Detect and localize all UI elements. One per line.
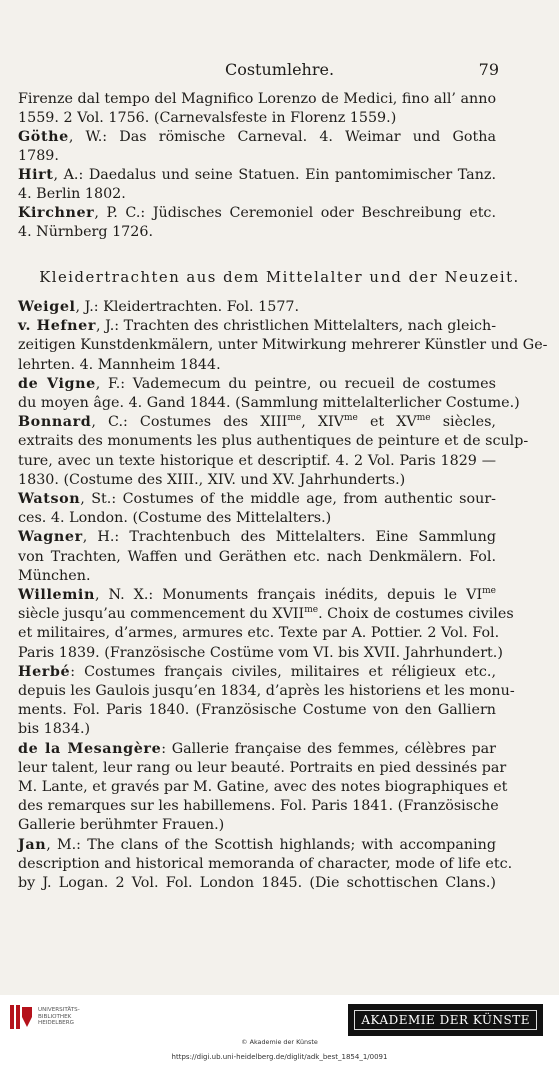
text-line: depuis les Gaulois jusqu’en 1834, d’après les historiens et les monu- [18, 683, 515, 699]
text-line: Hirt, A.: Daedalus und seine Statuen. Ein pantomimischer Tanz. [18, 167, 496, 183]
permalink-url[interactable]: https://digi.ub.uni-heidelberg.de/diglit/adk_best_1854_1/0091 [171, 1053, 388, 1061]
author-name: de Vigne [18, 375, 96, 392]
author-name: Göthe [18, 129, 69, 145]
text-line: Willemin, N. X.: Monuments français inédits, depuis le $VI^{me}$ [18, 586, 496, 603]
text-line: bis 1834.) [18, 721, 91, 738]
text-line: M. Lante, et gravés par M. Gatine, avec des notes biographiques et [18, 779, 508, 795]
copyright-line: © Akademie der Künste [241, 1038, 318, 1046]
text-line: v. Hefner, J.: Trachten des christlichen Mittelalters, nach gleich- [18, 318, 497, 335]
text-line: du moyen âge. 4. Gand 1844. (Sammlung mittelalterlicher Costume.) [18, 395, 520, 411]
text-line: Wagner, H.: Trachtenbuch des Mittelalters. Eine Sammlung [18, 529, 496, 546]
text-line: ments. Fol. Paris 1840. (Französische Costume von den Galliern [18, 702, 496, 719]
author-name: Wagner [18, 529, 83, 546]
author-name: Watson [18, 491, 81, 507]
text-line: de la Mesangère: Gallerie française des femmes, célèbres par [18, 740, 496, 757]
text-line: ces. 4. London. (Costume des Mittelalters.) [18, 510, 332, 527]
text-line: 1789. [18, 148, 59, 164]
text-line: 1559. 2 Vol. 1756. (Carnevalsfeste in Florenz 1559.) [18, 110, 397, 126]
author-name: de la Mesangère [18, 740, 162, 757]
author-name: Hirt [18, 167, 54, 183]
text-line: Watson, St.: Costumes of the middle age, from authentic sour- [18, 491, 496, 507]
author-name: Herbé [18, 663, 71, 680]
text-line: des remarques sur les habillemens. Fol. Paris 1841. (Französische [18, 798, 499, 815]
library-name: UNIVERSITÄTS- BIBLIOTHEK HEIDELBERG [38, 1007, 80, 1027]
page-number: 79 [478, 60, 499, 79]
text-line: 4. Berlin 1802. [18, 186, 126, 202]
author-name: Bonnard [18, 414, 92, 431]
running-title: Costumlehre. [224, 60, 335, 79]
author-name: Willemin [18, 587, 95, 603]
text-line: 4. Nürnberg 1726. [18, 224, 154, 240]
academy-badge[interactable] [348, 1004, 543, 1036]
text-line: Herbé: Costumes français civiles, militaires et réligieux etc., [18, 663, 496, 680]
text-line: de Vigne, F.: Vademecum du peintre, ou recueil de costumes [18, 375, 496, 392]
text-line: Jan, M.: The clans of the Scottish highlands; with accompaning [18, 836, 496, 853]
text-line: Göthe, W.: Das römische Carneval. 4. Weimar und Gotha [18, 129, 496, 145]
author-name: Kirchner [18, 205, 95, 221]
section-heading: Kleidertrachten aus dem Mittelalter und der Neuzeit. [39, 269, 520, 286]
text-line: zeitigen Kunstdenkmälern, unter Mitwirkung mehrerer Künstler und Ge- [18, 337, 548, 354]
text-line: Gallerie berühmter Frauen.) [18, 817, 225, 834]
academy-label: AKADEMIE DER KÜNSTE [354, 1010, 537, 1030]
library-logo[interactable] [8, 1003, 80, 1031]
text-line: 1830. (Costume des XIII., XIV. und XV. Jahrhunderts.) [18, 471, 406, 488]
library-crest-icon [8, 1003, 34, 1031]
text-line: von Trachten, Waffen und Geräthen etc. nach Denkmälern. Fol. [18, 548, 496, 565]
text-line: lehrten. 4. Mannheim 1844. [18, 356, 221, 373]
text-line: ture, avec un texte historique et descriptif. 4. 2 Vol. Paris 1829 — [18, 452, 496, 469]
author-name: Weigel [18, 299, 76, 315]
text-line: description and historical memoranda of character, mode of life etc. [18, 855, 513, 872]
text-line: Bonnard, C.: Costumes des $XIII^{me}$, $XIV^{me}$ et $XV^{me}$ siècles, [18, 413, 496, 431]
text-line: Weigel, J.: Kleidertrachten. Fol. 1577. [18, 299, 300, 315]
author-name: v. Hefner [18, 318, 97, 335]
footer [0, 995, 559, 1065]
text-line: et militaires, d’armes, armures etc. Texte par A. Pottier. 2 Vol. Fol. [18, 625, 500, 642]
text-line: extraits des monuments les plus authentiques de peinture et de sculp- [18, 433, 529, 450]
text-line: Paris 1839. (Französische Costüme vom VI. bis XVII. Jahrhundert.) [18, 644, 503, 661]
text-line: siècle jusqu’au commencement du $XVII^{me}$. Choix de costumes civiles [18, 605, 514, 623]
text-line: leur talent, leur rang ou leur beauté. Portraits en pied dessinés par [18, 759, 507, 776]
text-line: by J. Logan. 2 Vol. Fol. London 1845. (Die schottischen Clans.) [18, 875, 496, 891]
text-line: Kirchner, P. C.: Jüdisches Ceremoniel oder Beschreibung etc. [18, 205, 496, 221]
text-line: München. [18, 567, 91, 584]
text-line: Firenze dal tempo del Magnifico Lorenzo de Medici, fino all’ anno [18, 91, 497, 107]
author-name: Jan [18, 836, 47, 853]
